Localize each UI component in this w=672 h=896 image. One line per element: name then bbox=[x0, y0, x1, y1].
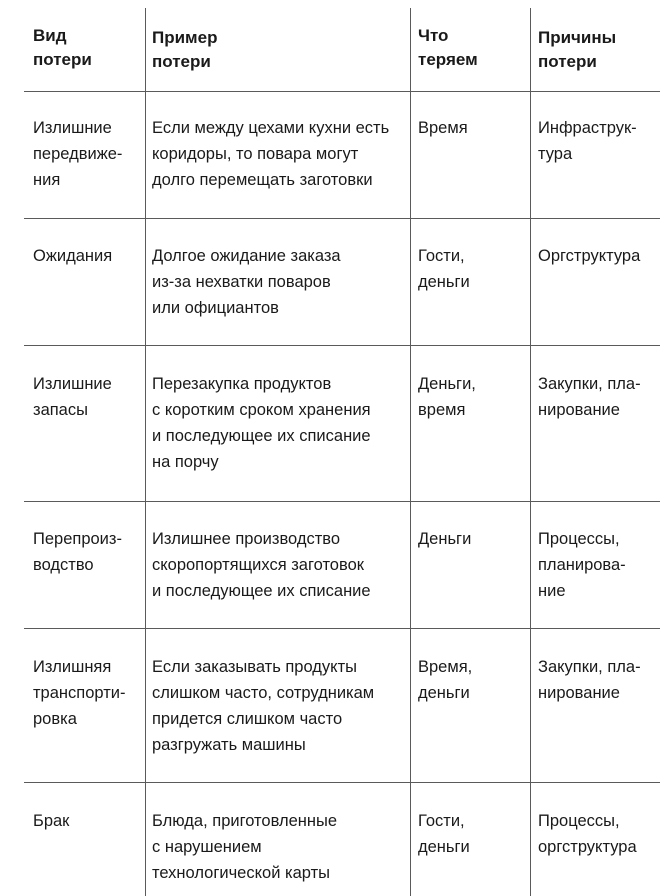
table-cell-lose: Деньги, время bbox=[418, 375, 476, 419]
row-divider bbox=[24, 501, 660, 502]
table-cell-lose: Время, деньги bbox=[418, 658, 473, 702]
header-loss-causes: Причины потери bbox=[538, 28, 617, 71]
table-cell-kind: Перепроиз- водство bbox=[33, 530, 122, 574]
table-cell-cause: Процессы, планирова- ние bbox=[538, 530, 626, 600]
column-divider bbox=[410, 8, 411, 896]
table-cell-example: Блюда, приготовленные с нарушением технологической карты bbox=[152, 812, 338, 882]
table-cell-lose: Гости, деньги bbox=[418, 247, 470, 291]
table-cell-lose: Деньги bbox=[418, 530, 472, 548]
table-cell-lose: Гости, деньги bbox=[418, 812, 470, 856]
table-cell-kind: Излишние запасы bbox=[33, 375, 112, 419]
table-cell-example: Излишнее производство скоропортящихся заготовок и последующее их списание bbox=[152, 530, 371, 600]
table-cell-cause: Процессы, оргструктура bbox=[538, 812, 637, 856]
table-cell-kind: Излишние передвиже- ния bbox=[33, 119, 123, 189]
row-divider bbox=[24, 218, 660, 219]
table-cell-example: Долгое ожидание заказа из-за нехватки поваров или официантов bbox=[152, 247, 341, 317]
header-loss-type: Вид потери bbox=[33, 26, 92, 69]
column-divider bbox=[145, 8, 146, 896]
row-divider bbox=[24, 91, 660, 92]
table-cell-example: Перезакупка продуктов с коротким сроком хранения и последующее их списание на порчу bbox=[152, 375, 371, 471]
row-divider bbox=[24, 628, 660, 629]
header-loss-example: Пример потери bbox=[152, 28, 218, 71]
column-divider bbox=[530, 8, 531, 896]
table-cell-kind: Излишняя транспорти- ровка bbox=[33, 658, 126, 728]
table-cell-cause: Закупки, пла- нирование bbox=[538, 658, 641, 702]
table-cell-kind: Ожидания bbox=[33, 247, 113, 265]
table-cell-cause: Закупки, пла- нирование bbox=[538, 375, 641, 419]
table-cell-cause: Оргструктура bbox=[538, 247, 641, 265]
table-cell-example: Если заказывать продукты слишком часто, сотрудникам придется слишком часто разгружать машины bbox=[152, 658, 375, 754]
table-cell-cause: Инфраструк- тура bbox=[538, 119, 637, 163]
table-cell-lose: Время bbox=[418, 119, 468, 137]
table-cell-kind: Брак bbox=[33, 812, 70, 830]
header-what-we-lose: Что теряем bbox=[418, 26, 478, 69]
table-cell-example: Если между цехами кухни есть коридоры, то повара могут долго перемещать заготовки bbox=[152, 119, 390, 189]
row-divider bbox=[24, 345, 660, 346]
row-divider bbox=[24, 782, 660, 783]
